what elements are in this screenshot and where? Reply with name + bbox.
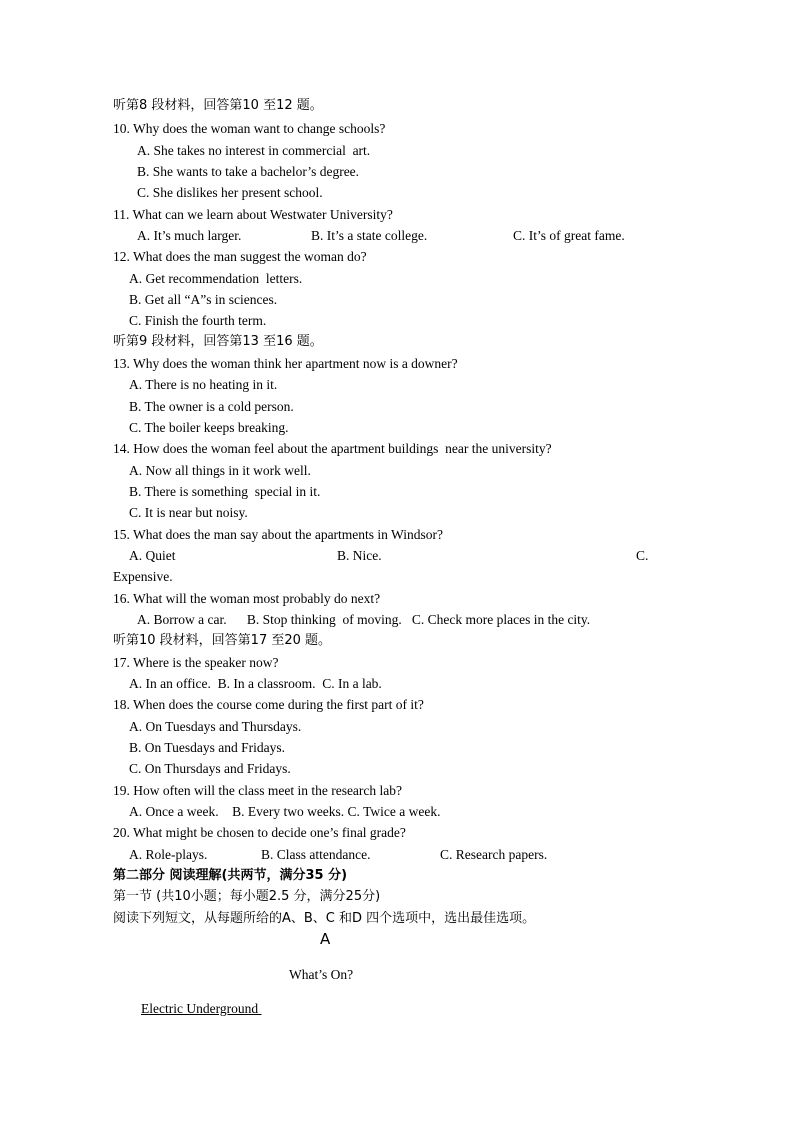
question-19-options: A. Once a week. B. Every two weeks. C. Twice a week. [129,804,441,819]
question-10-option-c: C. She dislikes her present school. [137,185,323,200]
passage-letter: A [320,930,331,948]
question-19-stem: 19. How often will the class meet in the research lab? [113,783,403,798]
question-15-option-b: B. Nice. [337,548,382,563]
question-10-stem: 10. Why does the woman want to change schools? [113,121,386,136]
question-10-option-a: A. She takes no interest in commercial art. [137,143,371,158]
section-9-header: 听第9 段材料，回答第13 至16 题。 [113,334,323,349]
question-14-option-b: B. There is something special in it. [129,484,321,499]
passage-item-heading: Electric Underground [141,1001,262,1016]
question-18-stem: 18. When does the course come during the first part of it? [113,697,424,712]
question-11-option-c: C. It’s of great fame. [513,228,625,243]
section-8-header: 听第8 段材料，回答第10 至12 题。 [113,98,323,113]
question-14-option-c: C. It is near but noisy. [129,505,248,520]
question-17-stem: 17. Where is the speaker now? [113,655,279,670]
question-15-option-c-text: Expensive. [113,569,173,584]
question-17-options: A. In an office. B. In a classroom. C. In a lab. [129,676,382,691]
question-13-option-b: B. The owner is a cold person. [129,399,294,414]
question-20-stem: 20. What might be chosen to decide one’s final grade? [113,825,406,840]
question-20-option-b: B. Class attendance. [261,847,371,862]
question-10-option-b: B. She wants to take a bachelor’s degree. [137,164,360,179]
question-20-option-a: A. Role-plays. [129,847,208,862]
question-13-option-c: C. The boiler keeps breaking. [129,420,289,435]
question-12-stem: 12. What does the man suggest the woman do? [113,249,367,264]
question-14-stem: 14. How does the woman feel about the apartment buildings near the university? [113,441,552,456]
question-16-options: A. Borrow a car. B. Stop thinking of moving. C. Check more places in the city. [137,612,591,627]
question-15-option-c-label: C. [636,548,649,563]
question-12-option-b: B. Get all “A”s in sciences. [129,292,278,307]
question-18-option-b: B. On Tuesdays and Fridays. [129,740,286,755]
question-20-option-c: C. Research papers. [440,847,548,862]
question-15-stem: 15. What does the man say about the apartments in Windsor? [113,527,444,542]
question-13-option-a: A. There is no heating in it. [129,377,278,392]
question-11-option-b: B. It’s a state college. [311,228,428,243]
question-13-stem: 13. Why does the woman think her apartment now is a downer? [113,356,458,371]
question-16-stem: 16. What will the woman most probably do next? [113,591,381,606]
section-1-heading: 第一节 (共10小题；每小题2.5 分，满分25分) [113,889,381,904]
part-2-heading: 第二部分 阅读理解(共两节，满分35 分) [113,868,348,883]
section-10-header: 听第10 段材料，回答第17 至20 题。 [113,633,332,648]
passage-title: What’s On? [289,967,354,982]
reading-instructions: 阅读下列短文，从每题所给的A、B、C 和D 四个选项中，选出最佳选项。 [113,911,536,926]
question-12-option-c: C. Finish the fourth term. [129,313,267,328]
question-14-option-a: A. Now all things in it work well. [129,463,311,478]
question-12-option-a: A. Get recommendation letters. [129,271,303,286]
question-11-option-a: A. It’s much larger. [137,228,242,243]
question-15-option-a: A. Quiet [129,548,176,563]
question-18-option-c: C. On Thursdays and Fridays. [129,761,291,776]
question-18-option-a: A. On Tuesdays and Thursdays. [129,719,302,734]
question-11-stem: 11. What can we learn about Westwater University? [113,207,393,222]
